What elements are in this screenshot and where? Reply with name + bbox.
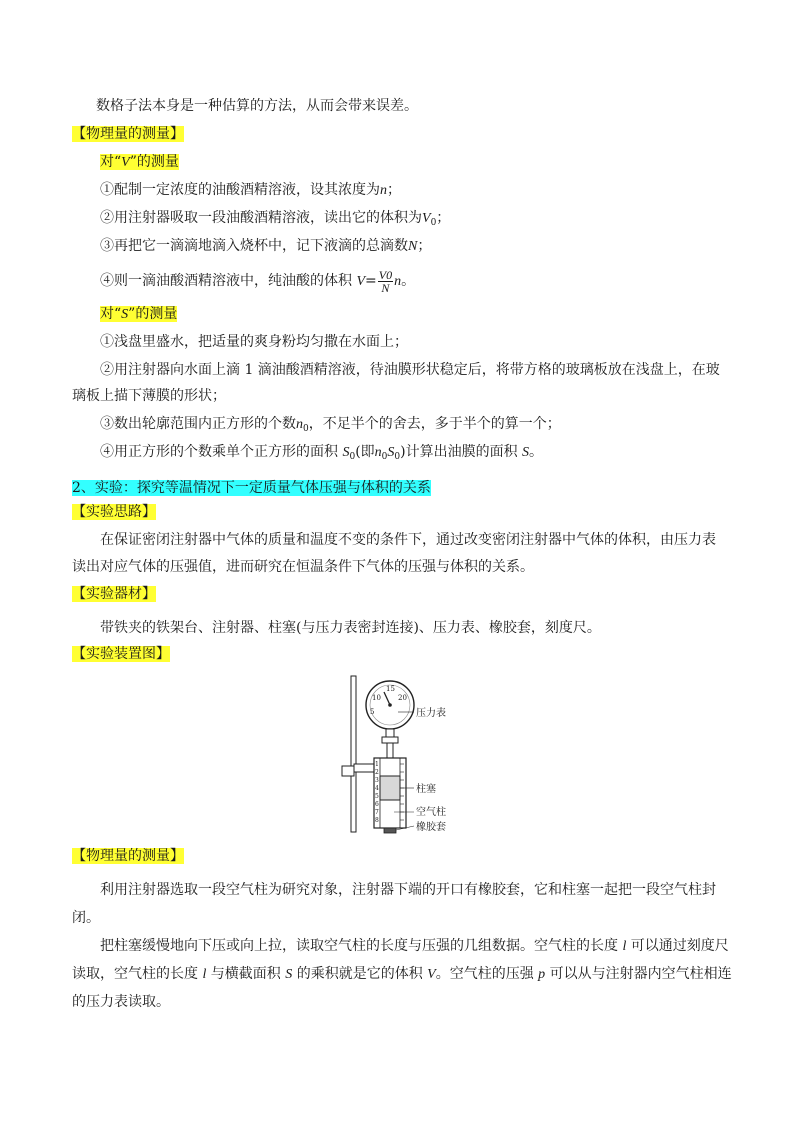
apparatus-diagram: [332, 672, 472, 837]
section-2-title: 2、实验：探究等温情况下一定质量气体压强与体积的关系: [72, 480, 431, 496]
svg-text:5: 5: [370, 708, 375, 716]
svg-text:7: 7: [375, 809, 379, 816]
para-measure-b: 闭。: [72, 910, 100, 926]
para-measure-e: 的压力表读取。: [72, 994, 170, 1010]
label-air-column: 空气柱: [416, 807, 446, 818]
s-step-3: ③数出轮廓范围内正方形的个数$n_0$，不足半个的舍去，多于半个的算一个；: [100, 416, 561, 434]
step-1: ①配制一定浓度的油酸酒精溶液，设其浓度为n；: [100, 182, 401, 198]
svg-text:5: 5: [375, 793, 379, 800]
s-step-1: ①浅盘里盛水，把适量的爽身粉均匀撒在水面上；: [100, 334, 408, 350]
svg-text:15: 15: [386, 685, 395, 693]
label-gauge: 压力表: [416, 708, 446, 719]
step-2: ②用注射器吸取一段油酸酒精溶液，读出它的体积为$V_0$；: [100, 210, 451, 228]
svg-text:6: 6: [375, 801, 379, 808]
svg-text:4: 4: [375, 785, 379, 792]
s-step-2a: ②用注射器向水面上滴 1 滴油酸酒精溶液，待油膜形状稳定后，将带方格的玻璃板放在浅盘上，在玻: [100, 362, 720, 378]
fraction: $\frac{V0}{N}$: [378, 267, 393, 295]
s-step-2b: 璃板上描下薄膜的形状；: [72, 388, 226, 404]
plunger-head: [380, 776, 400, 800]
subheading-v: 对“V”的测量: [100, 154, 179, 170]
heading-equipment: 【实验器材】: [72, 586, 156, 602]
heading-idea: 【实验思路】: [72, 504, 156, 520]
para-measure-d: 读取，空气柱的长度 l 与横截面积 S 的乘积就是它的体积 V。空气柱的压强 p 可以从与注射器内空气柱相连: [72, 966, 732, 982]
svg-text:10: 10: [372, 694, 381, 702]
section-heading-measurement: 【物理量的测量】: [72, 126, 184, 142]
step-4: ④则一滴油酸酒精溶液中，纯油酸的体积 V= $\frac{V0}{N}$ n。: [100, 267, 416, 295]
svg-text:2: 2: [375, 769, 379, 776]
subheading-s: 对“S”的测量: [100, 306, 178, 322]
label-plunger: 柱塞: [416, 784, 436, 795]
heading-apparatus: 【实验装置图】: [72, 646, 170, 662]
step-3: ③再把它一滴滴地滴入烧杯中，记下液滴的总滴数N；: [100, 238, 432, 254]
svg-text:3: 3: [375, 777, 379, 784]
rubber-cap: [384, 828, 396, 833]
label-rubber-cap: 橡胶套: [416, 822, 446, 833]
heading-measurement-2: 【物理量的测量】: [72, 848, 184, 864]
s-step-4: ④用正方形的个数乘单个正方形的面积 $S_0$(即$n_0S_0$)计算出油膜的面积 S。: [100, 444, 544, 462]
para-equipment: 带铁夹的铁架台、注射器、柱塞(与压力表密封连接)、压力表、橡胶套，刻度尺。: [100, 620, 601, 636]
para-idea-a: 在保证密闭注射器中气体的质量和温度不变的条件下，通过改变密闭注射器中气体的体积，由压力表: [100, 532, 716, 548]
apparatus-figure: [332, 672, 472, 837]
svg-text:1: 1: [375, 761, 379, 768]
svg-text:20: 20: [398, 694, 407, 702]
text-line: 数格子法本身是一种估算的方法，从而会带来误差。: [96, 98, 418, 114]
para-measure-a: 利用注射器选取一段空气柱为研究对象，注射器下端的开口有橡胶套，它和柱塞一起把一段空气柱封: [100, 882, 716, 898]
para-measure-c: 把柱塞缓慢地向下压或向上拉，读取空气柱的长度与压强的几组数据。空气柱的长度 l 可以通过刻度尺: [100, 938, 729, 954]
stand-rod: [351, 676, 356, 832]
svg-text:8: 8: [375, 817, 379, 824]
para-idea-b: 读出对应气体的压强值，进而研究在恒温条件下气体的压强与体积的关系。: [72, 559, 534, 575]
clamp-knob: [342, 766, 354, 776]
